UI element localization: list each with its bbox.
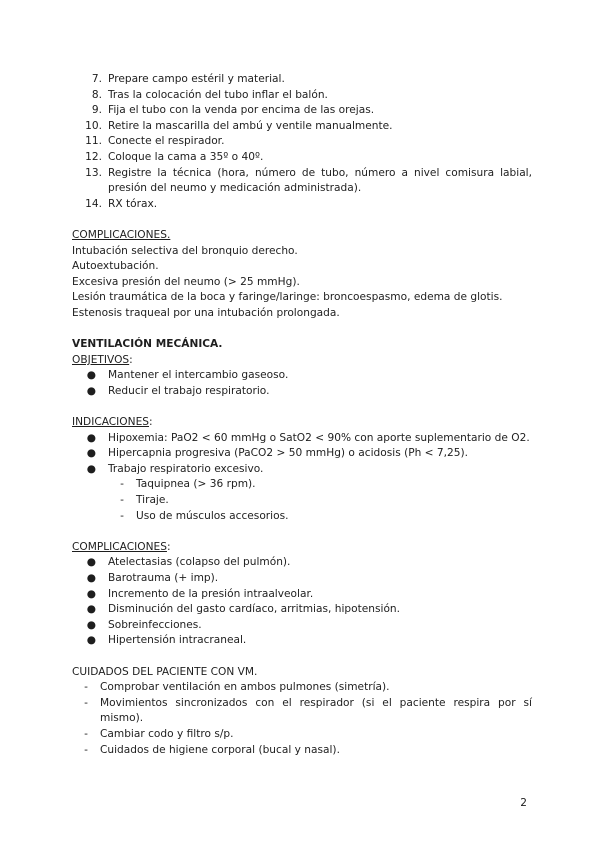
indicacion-item xyxy=(72,462,532,478)
sub-indicacion-text: Taquipnea (> 36 rpm). xyxy=(136,478,256,491)
dash-icon: - xyxy=(120,494,124,507)
vm-complicacion-item-text: Barotrauma (+ imp). xyxy=(108,572,219,584)
objetivos-list xyxy=(72,368,532,399)
step-item xyxy=(72,119,532,135)
complicacion-line: Autoextubación. xyxy=(72,260,159,273)
step-number: 10. xyxy=(85,119,102,132)
bullet-icon: ● xyxy=(86,431,96,444)
indicaciones-list xyxy=(72,431,532,478)
dash-icon: - xyxy=(84,743,88,756)
step-number: 7. xyxy=(91,73,102,85)
step-text: Conecte el respirador. xyxy=(108,135,225,148)
bullet-icon: ● xyxy=(86,587,96,600)
step-number: 8. xyxy=(91,88,102,101)
dash-icon: - xyxy=(120,509,124,522)
cuidados-list xyxy=(72,680,532,758)
step-item xyxy=(72,103,532,119)
step-item xyxy=(72,197,532,213)
bullet-icon: ● xyxy=(86,369,96,382)
indicacion-item xyxy=(72,431,532,447)
ventilacion-title: VENTILACIÓN MECÁNICA. xyxy=(72,338,223,351)
dash-icon: - xyxy=(120,478,124,491)
indicaciones-heading: INDICACIONES: xyxy=(72,416,153,429)
step-number: 14. xyxy=(85,197,102,210)
cuidado-text: Cuidados de higiene corporal (bucal y nasal). xyxy=(100,743,340,756)
cuidado-text: Cambiar codo y filtro s/p. xyxy=(100,727,234,740)
bullet-icon: ● xyxy=(86,447,96,460)
sub-indicacion-item xyxy=(72,509,532,525)
cuidado-item xyxy=(72,680,532,696)
vm-complicacion-item-text: Hipertensión intracraneal. xyxy=(108,634,247,647)
objetivo-item xyxy=(72,384,532,400)
step-text: Registre la técnica (hora, número de tubo, número a nivel comisura labial, presión del neumo y medicación administrada). xyxy=(108,166,532,195)
step-text: RX tórax. xyxy=(108,197,158,210)
bullet-icon: ● xyxy=(86,462,96,475)
bullet-icon: ● xyxy=(86,634,96,647)
objetivo-item xyxy=(72,368,532,384)
bullet-icon: ● xyxy=(86,618,96,631)
objetivos-heading: OBJETIVOS: xyxy=(72,353,133,366)
cuidado-item xyxy=(72,743,532,759)
vm-complicacion-item-text: Incremento de la presión intraalveolar. xyxy=(108,587,314,600)
step-number: 11. xyxy=(85,135,102,148)
vm-complicacion-item xyxy=(72,618,532,634)
vm-complicacion-item xyxy=(72,555,532,571)
objetivo-item-text: Reducir el trabajo respiratorio. xyxy=(108,384,270,397)
bullet-icon: ● xyxy=(86,572,96,584)
complicaciones-heading: COMPLICACIONES. xyxy=(72,228,171,241)
cuidados-heading: CUIDADOS DEL PACIENTE CON VM. xyxy=(72,665,258,678)
bullet-icon: ● xyxy=(86,384,96,397)
indicacion-item-text: Trabajo respiratorio excesivo. xyxy=(108,462,264,475)
dash-icon: - xyxy=(84,681,88,694)
cuidado-item xyxy=(72,696,532,727)
indicacion-item-text: Hipercapnia progresiva (PaCO2 > 50 mmHg) o acidosis (Ph < 7,25). xyxy=(108,447,469,460)
step-item xyxy=(72,72,532,88)
vm-complicacion-item xyxy=(72,587,532,603)
complicacion-line: Excesiva presión del neumo (> 25 mmHg). xyxy=(72,275,300,288)
step-number: 9. xyxy=(91,104,102,117)
page-number: 2 xyxy=(520,797,527,809)
vm-complicacion-item xyxy=(72,602,532,618)
step-text: Coloque la cama a 35º o 40º. xyxy=(108,150,264,163)
vm-complicacion-item-text: Sobreinfecciones. xyxy=(108,618,202,631)
step-number: 12. xyxy=(85,150,102,163)
step-item xyxy=(72,166,532,197)
step-text: Tras la colocación del tubo inflar el balón. xyxy=(108,88,328,101)
sub-indicacion-item xyxy=(72,493,532,509)
bullet-icon: ● xyxy=(86,603,96,616)
objetivo-item-text: Mantener el intercambio gaseoso. xyxy=(108,369,289,382)
vm-complicacion-item xyxy=(72,571,532,587)
indicacion-item xyxy=(72,446,532,462)
vm-complicacion-item xyxy=(72,633,532,649)
sub-indicaciones-list xyxy=(72,477,532,524)
cuidado-item xyxy=(72,727,532,743)
complicacion-line: Lesión traumática de la boca y faringe/laringe: broncoespasmo, edema de glotis. xyxy=(72,291,503,304)
numbered-steps xyxy=(72,72,532,212)
vm-complicaciones-heading: COMPLICACIONES: xyxy=(72,540,171,553)
step-text: Retire la mascarilla del ambú y ventile manualmente. xyxy=(108,119,393,132)
bullet-icon: ● xyxy=(86,556,96,569)
complicaciones-list xyxy=(72,244,532,322)
dash-icon: - xyxy=(84,696,88,709)
vm-complicaciones-list xyxy=(72,555,532,649)
step-text: Fija el tubo con la venda por encima de las orejas. xyxy=(108,104,375,117)
indicacion-item-text: Hipoxemia: PaO2 < 60 mmHg o SatO2 < 90% con aporte suplementario de O2. xyxy=(108,431,530,444)
step-item xyxy=(72,88,532,104)
cuidado-text: Movimientos sincronizados con el respirador (si el paciente respira por sí mismo). xyxy=(100,696,532,725)
step-number: 13. xyxy=(85,166,102,179)
sub-indicacion-item xyxy=(72,477,532,493)
step-item xyxy=(72,134,532,150)
step-text: Prepare campo estéril y material. xyxy=(108,73,285,85)
vm-complicacion-item-text: Disminución del gasto cardíaco, arritmias, hipotensión. xyxy=(108,603,401,616)
step-item xyxy=(72,150,532,166)
complicacion-line: Estenosis traqueal por una intubación prolongada. xyxy=(72,306,340,319)
sub-indicacion-text: Tiraje. xyxy=(136,494,169,507)
sub-indicacion-text: Uso de músculos accesorios. xyxy=(136,509,289,522)
complicacion-line: Intubación selectiva del bronquio derecho. xyxy=(72,244,298,257)
vm-complicacion-item-text: Atelectasias (colapso del pulmón). xyxy=(108,556,291,569)
dash-icon: - xyxy=(84,727,88,740)
cuidado-text: Comprobar ventilación en ambos pulmones (simetría). xyxy=(100,681,390,694)
document-page xyxy=(72,72,532,758)
